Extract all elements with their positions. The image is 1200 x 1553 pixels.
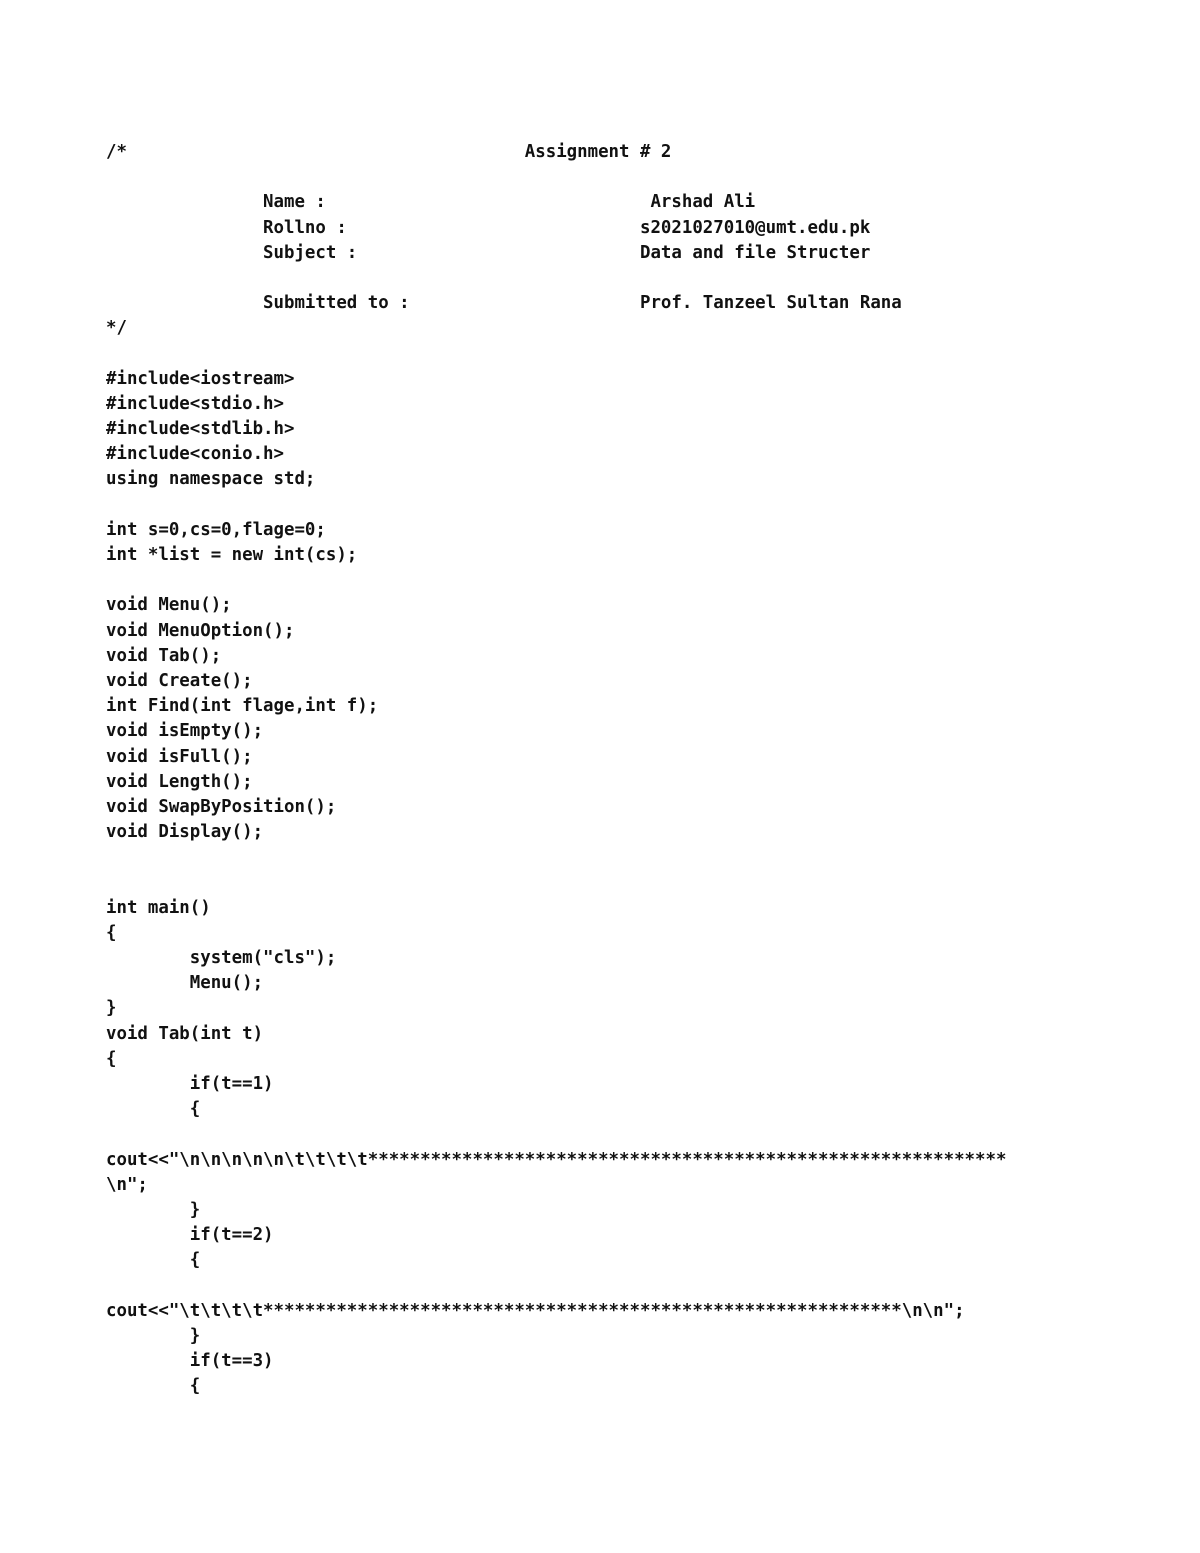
code-line: {	[106, 1099, 201, 1120]
code-line: cout<<"\t\t\t\t*************************************************************\n\n";	[106, 1300, 965, 1321]
code-line: void Tab();	[106, 645, 222, 666]
code-line: using namespace std;	[106, 469, 316, 490]
code-line: {	[106, 1048, 117, 1069]
code-line: void isFull();	[106, 746, 253, 767]
code-line: {	[106, 922, 117, 943]
code-line: void Length();	[106, 771, 253, 792]
code-line: #include<conio.h>	[106, 444, 284, 465]
code-line	[106, 1122, 1006, 1147]
code-line	[106, 342, 1006, 367]
code-line: /* Assignment # 2	[106, 142, 672, 162]
code-line: }	[106, 998, 117, 1019]
code-line	[106, 1273, 1006, 1298]
code-line: if(t==2)	[106, 1225, 274, 1246]
code-line: Menu();	[106, 973, 264, 994]
code-line: void Display();	[106, 822, 264, 843]
code-line	[106, 845, 1006, 870]
code-line: int s=0,cs=0,flage=0;	[106, 519, 326, 540]
code-line: void MenuOption();	[106, 620, 295, 641]
code-listing	[106, 140, 1006, 1399]
code-line: Name : Arshad Ali	[106, 192, 756, 213]
code-line	[106, 165, 1006, 190]
code-line	[106, 493, 1006, 518]
code-line: Subject : Data and file Structer	[106, 242, 871, 263]
code-line: int Find(int flage,int f);	[106, 696, 379, 717]
code-line: Rollno : s2021027010@umt.edu.pk	[106, 217, 871, 238]
code-line: #include<stdio.h>	[106, 393, 284, 414]
code-line: void isEmpty();	[106, 721, 264, 742]
code-line: void SwapByPosition();	[106, 796, 337, 817]
code-line: Submitted to : Prof. Tanzeel Sultan Rana	[106, 293, 902, 314]
code-line: {	[106, 1376, 201, 1397]
code-line: #include<iostream>	[106, 368, 295, 389]
code-line	[106, 870, 1006, 895]
code-line: void Menu();	[106, 595, 232, 616]
code-line: {	[106, 1250, 201, 1271]
code-line: system("cls");	[106, 948, 337, 968]
code-line: void Tab(int t)	[106, 1023, 264, 1044]
code-line: int *list = new int(cs);	[106, 545, 358, 565]
code-line: }	[106, 1199, 201, 1220]
code-line: }	[106, 1325, 201, 1346]
code-line	[106, 568, 1006, 593]
code-line: if(t==1)	[106, 1073, 274, 1094]
code-line: void Create();	[106, 670, 253, 691]
code-line: */	[106, 318, 127, 339]
code-line: cout<<"\n\n\n\n\n\t\t\t\t*************************************************************	[106, 1149, 1007, 1170]
code-line: \n";	[106, 1174, 148, 1195]
code-line: if(t==3)	[106, 1351, 274, 1371]
code-line	[106, 266, 1006, 291]
code-line: int main()	[106, 897, 211, 918]
code-line: #include<stdlib.h>	[106, 419, 295, 440]
